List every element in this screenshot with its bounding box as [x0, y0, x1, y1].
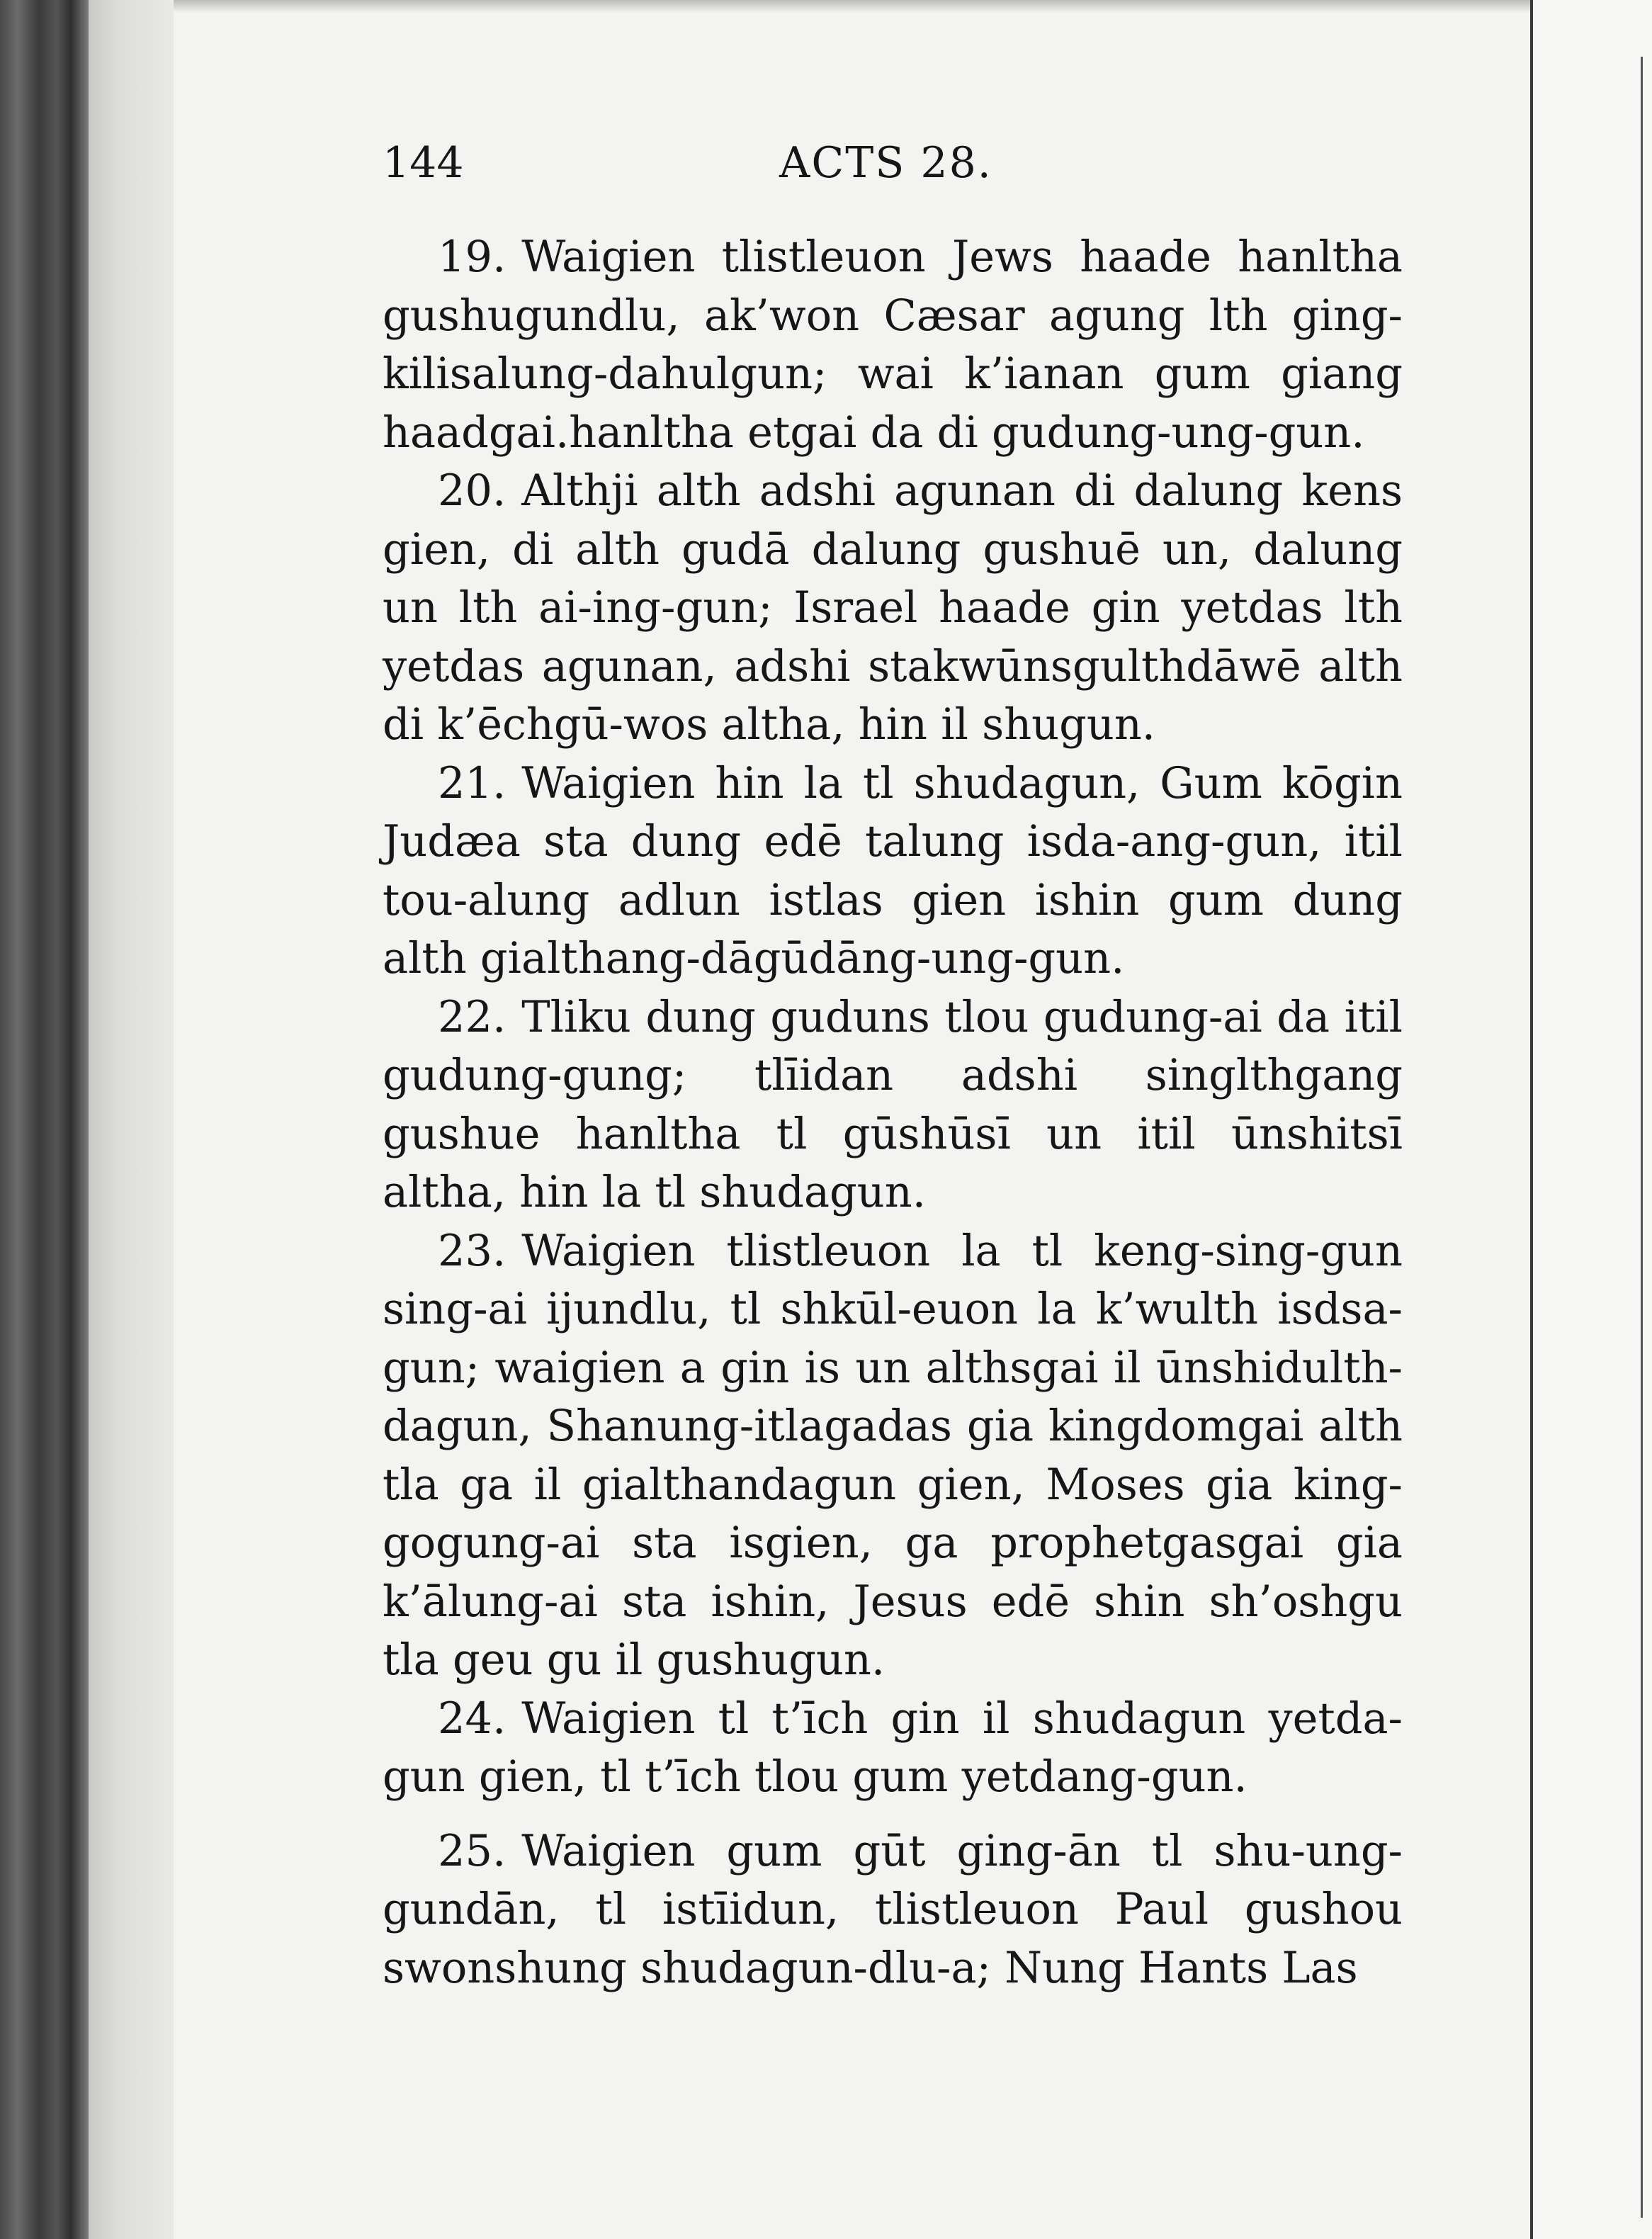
verse-number: 20. — [438, 466, 507, 516]
verse-text: Waigien tlistleuon Jews haade hanltha gushugundlu, ak’won Cæsar agung lth ging-kilisalung-dahulgun; wai k’ianan gum giang haadgai.hanltha etgai da di gudung-ung-gun. — [383, 232, 1403, 458]
verse-text: Althji alth adshi agunan di dalung kens gien, di alth gudā dalung gushuē un, dalung un lth ai-ing-gun; Israel haade gin yetdas lth yetdas agunan, adshi stakwūnsgulthdāwē alth di k’ēchgū-wos altha, hin il shugun. — [383, 466, 1403, 750]
verse-20 — [383, 462, 1403, 755]
page-title: ACTS 28. — [779, 138, 992, 188]
facing-page-edge — [1530, 0, 1652, 2239]
verse-23 — [383, 1222, 1403, 1690]
verse-text: Waigien tl t’īch gin il shudagun yetda-gun gien, tl t’īch tlou gum yetdang-gun. — [383, 1693, 1403, 1802]
verse-number: 21. — [438, 758, 507, 808]
verse-number: 25. — [438, 1826, 507, 1876]
verse-list — [383, 228, 1403, 1997]
verse-24 — [383, 1690, 1403, 1807]
book-binding — [0, 0, 89, 2239]
verse-text: Tliku dung guduns tlou gudung-ai da itil gudung-gung; tlīidan adshi singlthgang gushue hanltha tl gūshūsī un itil ūnshitsī altha, hin la tl shudagun. — [383, 992, 1403, 1217]
verse-19 — [383, 228, 1403, 462]
verse-number: 23. — [438, 1226, 507, 1276]
page-number: 144 — [383, 138, 464, 188]
verse-21 — [383, 755, 1403, 988]
verse-25 — [383, 1822, 1403, 1998]
verse-number: 22. — [438, 992, 507, 1042]
facing-page-rule — [1641, 57, 1643, 2218]
verse-text: Waigien hin la tl shudagun, Gum kōgin Judæa sta dung edē talung isda-ang-gun, itil tou-alung adlun istlas gien ishin gum dung alth gialthang-dāgūdāng-ung-gun. — [383, 758, 1403, 983]
page-top-shadow — [174, 0, 1530, 13]
verse-22 — [383, 988, 1403, 1222]
verse-text: Waigien gum gūt ging-ān tl shu-ung-gundān, tl istīidun, tlistleuon Paul gushou swonshung shudagun-dlu-a; Nung Hants Las — [383, 1826, 1403, 1993]
verse-number: 24. — [438, 1693, 507, 1744]
verse-text: Waigien tlistleuon la tl keng-sing-gun sing-ai ijundlu, tl shkūl-euon la k’wulth isdsa-gun; waigien a gin is un althsgai il ūnshidulth-dagun, Shanung-itlagadas gia kingdomgai alth tla ga il gialthandagun gien, Moses gia king-gogung-ai sta isgien, ga prophetgasgai gia k’ālung-ai sta ishin, Jesus edē shin sh’oshgu tla geu gu il gushugun. — [383, 1226, 1403, 1685]
verse-number: 19. — [438, 232, 507, 282]
book-page — [383, 135, 1403, 1997]
page-inner-margin-shadow — [89, 0, 174, 2239]
running-head — [383, 135, 1403, 191]
